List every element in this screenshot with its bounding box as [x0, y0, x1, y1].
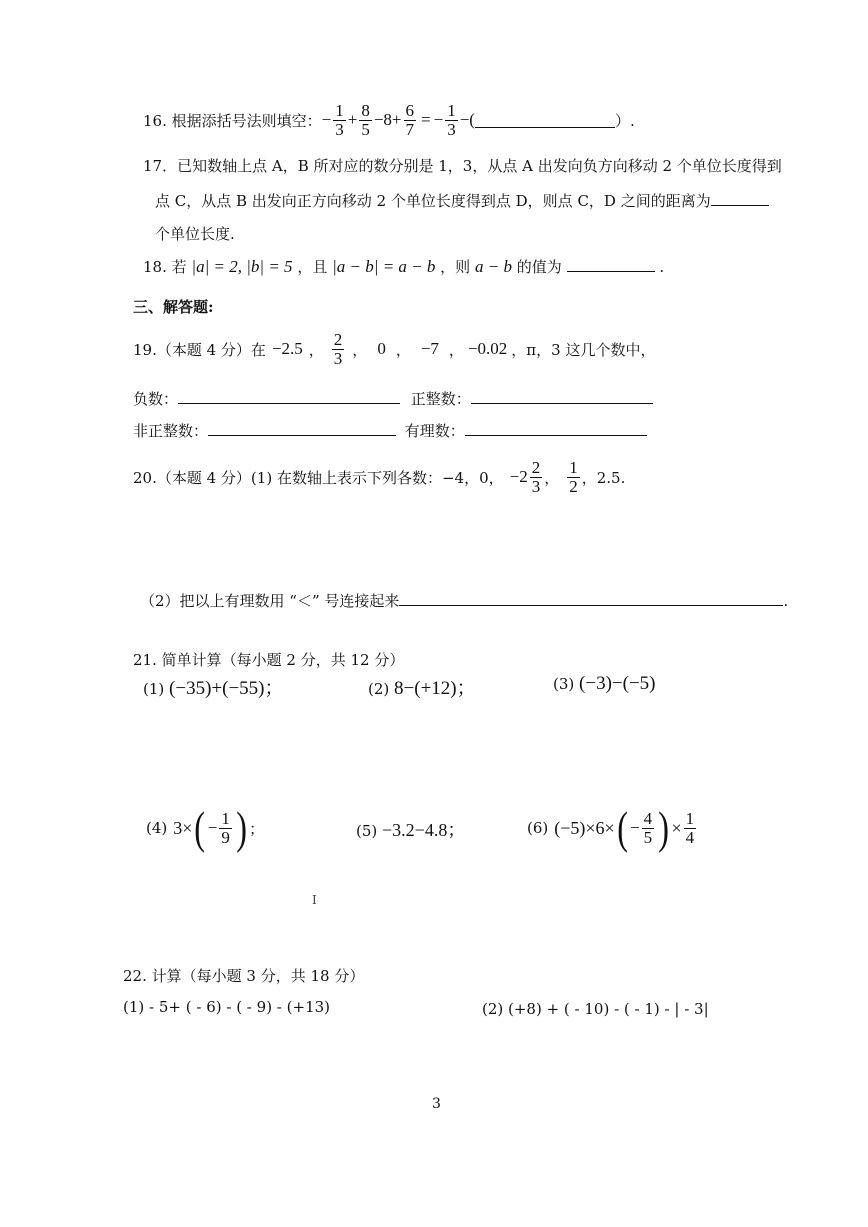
q16-tail: ）. — [614, 111, 635, 130]
stray-mark: I — [312, 893, 317, 907]
q17-line1: 17．已知数轴上点 A，B 所对应的数分别是 1，3，从点 A 出发向负方向移动 2 个单位长度得到 — [143, 157, 782, 175]
q19-row1: 负数： 正整数： — [133, 388, 653, 409]
q19-row2: 非正整数： 有理数： — [133, 420, 647, 441]
q20-part2: （2）把以上有理数用 “＜” 号连接起来 . — [140, 592, 789, 610]
positive-integers-blank[interactable] — [471, 389, 653, 404]
q22-problem-2: (2) (+8) + ( - 10) - ( - 1) - | - 3| — [482, 1000, 709, 1018]
q16-answer-blank[interactable] — [475, 113, 615, 128]
q21-problem-5: (5) −3.2−4.8； — [356, 820, 466, 840]
fraction: $\frac{1}{9}$ — [221, 808, 230, 847]
section-heading: 三、解答题: — [133, 298, 214, 316]
ordering-answer-blank[interactable] — [399, 591, 783, 606]
q17-answer-blank[interactable] — [711, 191, 769, 206]
q21-title: 21. 简单计算（每小题 2 分，共 12 分） — [133, 651, 405, 669]
fraction: $\frac{2}{3}$ — [333, 329, 343, 368]
q17-line3: 个单位长度. — [155, 225, 235, 243]
fraction: $\frac{1}{3}$ — [335, 100, 344, 139]
fraction: $\frac{4}{5}$ — [643, 808, 653, 847]
q21-problem-2: (2) 8−(+12)； — [368, 678, 476, 699]
fraction: $\frac{2}{3}$ — [531, 457, 541, 496]
q22-title: 22. 计算（每小题 3 分，共 18 分） — [123, 967, 365, 985]
q21-problem-3: (3) (−3)−(−5) — [553, 673, 656, 694]
question-19: 19.（本题 4 分）在 −2.5 ， $\frac{2}{3}$ ， 0 ， −7 ， −0.02 ，π，3 这几个数中， — [133, 329, 656, 368]
page-number: 3 — [432, 1096, 441, 1112]
fraction: $\frac{6}{7}$ — [405, 100, 414, 139]
q22-problem-1: (1) - 5+ ( - 6) - ( - 9) - (+13) — [123, 998, 331, 1016]
fraction: $\frac{1}{2}$ — [569, 457, 578, 496]
q16-expression: − $\frac{1}{3}$ + $\frac{8}{5}$ − 8 + $\frac{6}{7}$ = − $\frac{1}{3}$ − ( — [321, 100, 475, 139]
q17-line2: 点 C，从点 B 出发向正方向移动 2 个单位长度得到点 D，则点 C，D 之间的距离为 — [155, 190, 769, 211]
question-16 — [143, 98, 635, 142]
q18-answer-blank[interactable] — [567, 257, 655, 272]
negative-numbers-blank[interactable] — [178, 389, 400, 404]
question-20: 20.（本题 4 分）(1) 在数轴上表示下列各数：−4，0， −2 $\frac{2}{3}$ ， $\frac{1}{2}$ ，2.5. — [133, 457, 626, 496]
rational-numbers-blank[interactable] — [465, 421, 647, 436]
non-positive-integers-blank[interactable] — [208, 421, 396, 436]
question-18: 18. 若 |a| = 2, |b| = 5 ，且 |a − b| = a − b ，则 a − b 的值为 . — [143, 257, 665, 276]
q21-problem-1: (1) (−35)+(−55)； — [143, 678, 284, 699]
fraction: $\frac{1}{4}$ — [685, 808, 695, 847]
fraction: $\frac{1}{3}$ — [447, 100, 456, 139]
q16-text: 16. 根据添括号法则填空： — [143, 111, 322, 130]
q21-problem-6: (6) (−5)×6× ( − $\frac{4}{5}$ ) × $\frac{1}{4}$ — [527, 802, 695, 853]
q21-problem-4: (4) 3× ( − $\frac{1}{9}$ ) ； — [146, 802, 265, 853]
fraction: $\frac{8}{5}$ — [361, 100, 370, 139]
